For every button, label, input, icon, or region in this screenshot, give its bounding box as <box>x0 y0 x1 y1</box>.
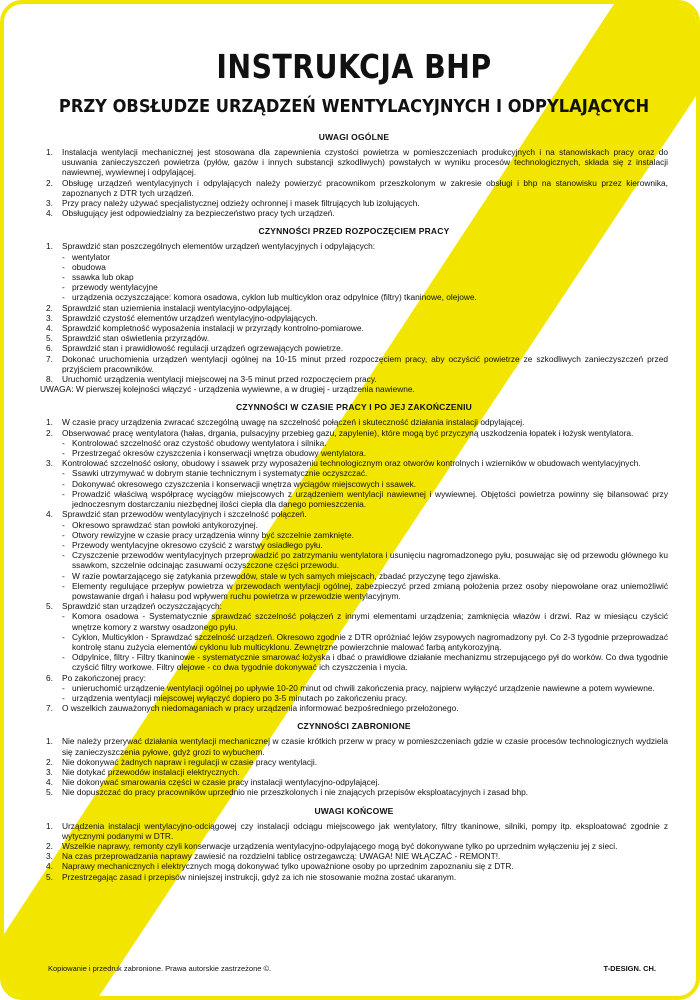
sub-item-text: Komora osadowa - Systematycznie sprawdzać szczelność połączeń z innymi elementami urządzenia; zamknięcia włazów i drzwi. Raz w miesiącu czyścić wnętrze komory z warstwy osadzonego pyłu. <box>72 611 668 632</box>
list-item <box>40 757 668 767</box>
dash-bullet: - <box>62 631 65 642</box>
section <box>40 402 668 713</box>
sub-item-text: urządzenia wentylacji miejscowej wyłączyć dopiero po 3-5 minutach po zakończeniu pracy. <box>72 692 408 703</box>
dash-bullet: - <box>62 570 65 581</box>
item-number: 4. <box>46 208 53 219</box>
item-number: 4. <box>46 861 53 872</box>
list-item <box>40 736 668 756</box>
sub-item <box>62 448 668 458</box>
item-number: 1. <box>46 820 53 831</box>
sub-item-text: Cyklon, Multicyklon - Sprawdzać szczelność urządzeń. Okresowo zgodnie z DTR opróżniać lejów zsypowych nagromadzony pył. Co 2-3 tygodnie przeprowadzać kontrolę stanu zużycia elementów cyklonu lub multicyklonu. Zewnętrzne powierzchnie malować farbą antykorozyjną. <box>72 631 668 652</box>
dash-bullet: - <box>62 580 65 591</box>
sub-item <box>62 479 668 489</box>
sub-item-text: urządzenia oczyszczające: komora osadowa, cyklon lub multicyklon oraz odpylnice (filtry) tkaninowe, olejowe. <box>72 292 477 303</box>
item-text: Obsługę urządzeń wentylacyjnych i odpylających należy powierzyć pracownikom przeszkolonym w zakresie obsługi i bhp na stanowisku przez kierownika, zapoznanych z DTR tych urządzeń. <box>62 177 668 198</box>
sub-item <box>62 693 668 703</box>
item-text: Nie dopuszczać do pracy pracowników uprzednio nie przeszkolonych i nie znających przepisów eksploatacyjnych i zasad bhp. <box>62 787 529 798</box>
section-heading: UWAGI OGÓLNE <box>318 132 390 142</box>
sub-item-text: ssawka lub okap <box>72 272 134 283</box>
sub-item <box>62 581 668 601</box>
item-number: 3. <box>46 766 53 777</box>
item-number: 1. <box>46 147 53 157</box>
sub-item <box>62 530 668 540</box>
dash-bullet: - <box>62 478 65 489</box>
list-item <box>40 673 668 704</box>
item-number: 2. <box>46 840 53 851</box>
list-item <box>40 861 668 871</box>
item-text: Przestrzegając zasad i przepisów niniejszej instrukcji, gdyż za ich nie stosowanie można zostać ukaranym. <box>62 871 457 882</box>
sections-container <box>40 132 668 882</box>
list-item <box>40 178 668 198</box>
list-item <box>40 417 668 427</box>
sub-item-text: przewody wentylacyjne <box>72 282 158 293</box>
item-text: Sprawdzić stan przewodów wentylacyjnych i szczelność połączeń. <box>62 509 307 520</box>
item-text: W czasie pracy urządzenia zwracać szczególną uwagę na szczelność połączeń i skuteczność działania instalacji odpylającej. <box>62 417 525 428</box>
item-text: Na czas przeprowadzania naprawy zawiesić na rozdzielni tablicę ostrzegawczą: UWAGA! NIE WŁĄCZAĆ - REMONT!. <box>62 851 501 862</box>
item-text: Uruchomić urządzenia wentylacji miejscowej na 3-5 minut przed rozpoczęciem pracy. <box>62 374 377 385</box>
list-item <box>40 872 668 882</box>
sub-item-text: Czyszczenie przewodów wentylacyjnych przeprowadzić po zatrzymaniu wentylatora i usunięciu nagromadzonego pyłu, posuwając się od przewodu głównego ku ssawkom, szczelnie odcinając zasuwami oczyszczone części przewodu. <box>72 550 668 571</box>
list-item <box>40 198 668 208</box>
item-number: 4. <box>46 777 53 788</box>
list-item <box>40 208 668 218</box>
sub-item <box>62 489 668 509</box>
item-number: 5. <box>46 333 53 344</box>
item-number: 1. <box>46 736 53 747</box>
item-number: 8. <box>46 374 53 385</box>
item-text: Przy pracy należy używać specjalistycznej odzieży ochronnej i masek filtrujących lub izolujących. <box>62 198 420 209</box>
dash-bullet: - <box>62 652 65 663</box>
list-item <box>40 703 668 713</box>
item-text: Wszelkie naprawy, remonty czyli konserwacje urządzenia wentylacyjno-odpylającego mogą być dokonywane tylko po uprzednim wyłączeniu jej z sieci. <box>62 840 618 851</box>
item-text: Sprawdzić czystość elementów urządzeń wentylacyjno-odpylających. <box>62 312 318 323</box>
item-text: Dokonać uruchomienia urządzeń wentylacji ogólnej na 10-15 minut przed rozpoczęciem pracy, aby oczyścić powietrze ze szkodliwych zanieczyszczeń przed przyjściem pracowników. <box>62 353 668 374</box>
item-number: 2. <box>46 756 53 767</box>
list-item <box>40 787 668 797</box>
section-heading: UWAGI KOŃCOWE <box>314 805 394 816</box>
sub-title: PRZY OBSŁUDZE URZĄDZEŃ WENTYLACYJNYCH I ODPYLAJĄCYCH <box>58 97 650 117</box>
sub-item <box>62 550 668 570</box>
list-item <box>40 509 668 601</box>
dash-bullet: - <box>62 282 65 293</box>
item-text: Obsługujący jest odpowiedzialny za bezpieczeństwo pracy tych urządzeń. <box>62 208 335 219</box>
section <box>40 806 668 882</box>
item-text: Nie dokonywać żadnych napraw i regulacji w czasie pracy wentylacji. <box>62 756 318 767</box>
list-item <box>40 777 668 787</box>
item-number: 4. <box>46 323 53 334</box>
dash-bullet: - <box>62 468 65 479</box>
section-heading: CZYNNOŚCI PRZED ROZPOCZĘCIEM PRACY <box>258 226 450 237</box>
item-number: 6. <box>46 343 53 354</box>
copyright-notice: Kopiowanie i przedruk zabronione. Prawa autorskie zastrzeżone ©. <box>48 964 272 973</box>
sub-item-text: Ssawki utrzymywać w dobrym stanie technicznym i systematycznie oczyszczać. <box>72 468 368 479</box>
section-heading: CZYNNOŚCI ZABRONIONE <box>297 721 411 732</box>
item-number: 5. <box>46 871 53 882</box>
item-text: Sprawdzić stan i prawidłowość regulacji urządzeń ogrzewających powietrze. <box>62 343 344 354</box>
item-number: 4. <box>46 509 53 520</box>
section <box>40 721 668 797</box>
list-item <box>40 374 668 384</box>
item-number: 6. <box>46 672 53 683</box>
sub-item-text: Elementy regulujące przepływ powietrza w przewodach wentylacji ogólnej, zabezpieczyć przed zmianą położenia przez osoby niepowołane oraz uniemożliwić powstawanie drgań i hałasu pod wpływem ruchu powietrza w przewodzie wentylacyjnym. <box>72 580 668 601</box>
list-item <box>40 303 668 313</box>
sub-item <box>62 540 668 550</box>
sub-item <box>62 632 668 652</box>
sub-item <box>62 520 668 530</box>
sub-item <box>62 252 668 262</box>
item-number: 5. <box>46 787 53 798</box>
dash-bullet: - <box>62 550 65 561</box>
item-text: Sprawdzić stan uziemienia instalacji wentylacyjno-odpylającej. <box>62 302 293 313</box>
warning-note: UWAGA: W pierwszej kolejności włączyć - urządzenia wywiewne, a w drugiej - urządzenia nawiewne. <box>40 384 415 395</box>
section <box>40 226 668 394</box>
item-text: Sprawdzić kompletność wyposażenia instalacji w przyrządy kontrolno-pomiarowe. <box>62 323 364 334</box>
sub-item-text: Prowadzić właściwą współpracę wyciągów miejscowych z urządzeniem wentylacji nawiewnej i wywiewnej. Objętości powietrza powinny się bilansować przy jednoczesnym dostarczaniu niezbędnej ilości ciepła dla danego pomieszczenia. <box>72 488 668 510</box>
dash-bullet: - <box>62 261 65 272</box>
list-item <box>40 241 668 302</box>
item-number: 7. <box>46 703 53 714</box>
sub-item <box>62 468 668 478</box>
sub-item <box>62 292 668 302</box>
dash-bullet: - <box>62 611 65 622</box>
dash-bullet: - <box>62 488 65 499</box>
sub-item-text: unieruchomić urządzenie wentylacji ogólnej po upływie 10-20 minut od chwili zakończenia pracy, najpierw wyłączyć urządzenie nawiewne a potem wywiewne. <box>72 682 655 693</box>
item-text: Nie dokonywać smarowania części w czasie pracy instalacji wentylacyjno-odpylającej. <box>62 777 380 788</box>
item-number: 1. <box>46 417 53 428</box>
sub-item <box>62 272 668 282</box>
list-item <box>40 354 668 374</box>
item-text: Sprawdzić stan oświetlenia przyrządów. <box>62 333 210 344</box>
item-text: Nie należy przerywać działania wentylacji mechanicznej w czasie krótkich przerw w pracy w pomieszczeniach gdzie w czasie procesów technologicznych wydziela się zanieczyszczenia pyłowe, gdyż grozi to wybuchem. <box>62 736 668 757</box>
dash-bullet: - <box>62 529 65 540</box>
sub-item-text: Dokonywać okresowego czyszczenia i konserwacji wnętrza wyciągów miejscowych i ssawek. <box>72 478 417 489</box>
list-item <box>40 147 668 178</box>
list-item <box>40 841 668 851</box>
item-text: O wszelkich zauważonych niedomaganiach w pracy urządzenia informować bezpośredniego przełożonego. <box>62 703 459 714</box>
dash-bullet: - <box>62 272 65 283</box>
item-text: Urządzenia instalacji wentylacyjno-odciągowej czy instalacji odciągu miejscowego jak wentylatory, filtry tkaninowe, silniki, pompy itp. eksploatować zgodnie z wytycznymi podanymi w DTR. <box>62 820 668 841</box>
instruction-content <box>40 48 668 882</box>
sub-item <box>62 611 668 631</box>
item-text: Instalacja wentylacji mechanicznej jest stosowana dla zapewnienia czystości powietrza w pomieszczeniach produkcyjnych i na stanowiskach pracy oraz do usuwania zanieczyszczeń powietrza (pyłów, gazów i innych substancji szkodliwych) powstałych w wyniku procesów technologicznych, składa się z instalacji nawiewnej, wywiewnej i odpylającej. <box>62 147 668 178</box>
sub-item-text: Przewody wentylacyjne okresowo czyścić z warstwy osiadłego pyłu. <box>72 539 323 550</box>
item-number: 7. <box>46 353 53 364</box>
item-text: Sprawdzić stan urządzeń oczyszczających: <box>62 601 222 612</box>
sub-item <box>62 282 668 292</box>
dash-bullet: - <box>62 539 65 550</box>
brand-label: T-DESIGN. CH. <box>603 964 656 973</box>
list-item <box>40 458 668 509</box>
sub-item-text: Otwory rewizyjne w czasie pracy urządzenia winny być szczelnie zamknięte. <box>72 529 354 540</box>
item-number: 2. <box>46 302 53 313</box>
sub-item <box>62 652 668 672</box>
list-item <box>40 601 668 672</box>
dash-bullet: - <box>62 519 65 530</box>
sub-item-text: Odpylnice, filtry - Filtry tkaninowe - systematycznie smarować łożyska i dbać o prawidłowe działanie mechanizmu strzepującego pył do worków. Co dwa tygodnie czyścić filtry workowe. Filtry olejowe - co dwa tygodnie dokonywać ich czyszczenia i mycia. <box>72 652 668 673</box>
sub-item-text: Kontrolować szczelność oraz czystość obudowy wentylatora i silnika. <box>72 437 327 448</box>
dash-bullet: - <box>62 448 65 459</box>
section-heading: CZYNNOŚCI W CZASIE PRACY I PO JEJ ZAKOŃCZENIU <box>235 402 472 413</box>
dash-bullet: - <box>62 251 65 262</box>
sub-item-text: W razie powtarzającego się zatykania przewodów, stale w tych samych miejscach, zbadać przyczynę tego zjawiska. <box>72 570 501 581</box>
list-item <box>40 313 668 323</box>
section <box>40 132 668 218</box>
dash-bullet: - <box>62 437 65 448</box>
sub-item <box>62 438 668 448</box>
sub-item-text: wentylator <box>72 251 111 262</box>
sub-item <box>62 683 668 693</box>
main-title: INSTRUKCJA BHP <box>216 47 492 86</box>
item-number: 3. <box>46 312 53 323</box>
item-number: 3. <box>46 458 53 469</box>
item-text: Po zakończonej pracy: <box>62 672 146 683</box>
item-number: 3. <box>46 198 53 209</box>
sub-item-text: Okresowo sprawdzać stan powłoki antykorozyjnej. <box>72 519 258 530</box>
item-number: 5. <box>46 601 53 612</box>
dash-bullet: - <box>62 682 65 693</box>
sub-item-text: obudowa <box>72 261 106 272</box>
item-number: 2. <box>46 427 53 438</box>
item-number: 1. <box>46 241 53 252</box>
list-item <box>40 821 668 841</box>
item-text: Kontrolować szczelność osłony, obudowy i ssawek przy wyposażeniu technologicznym oraz otworów kontrolnych i wzierników w obudowach wentylacyjnych. <box>62 458 641 469</box>
list-item <box>40 428 668 459</box>
dash-bullet: - <box>62 692 65 703</box>
item-text: Obserwować pracę wentylatora (hałas, drgania, pulsacyjny przebieg gazu, zapylenie), które mogą być przyczyną uszkodzenia łopatek i łożysk wentylatora. <box>62 427 634 438</box>
dash-bullet: - <box>62 292 65 303</box>
sub-item-text: Przestrzegać okresów czyszczenia i konserwacji wnętrza obudowy wentylatora. <box>72 448 367 459</box>
item-text: Naprawy mechanicznych i elektrycznych mogą dokonywać tylko upoważnione osoby po uprzednim zapoznaniu się z DTR. <box>62 861 514 872</box>
sub-item <box>62 571 668 581</box>
item-text: Sprawdzić stan poszczególnych elementów urządzeń wentylacyjnych i odpylających: <box>62 241 376 252</box>
list-item <box>40 333 668 343</box>
list-item <box>40 851 668 861</box>
sub-item <box>62 262 668 272</box>
item-number: 3. <box>46 851 53 862</box>
item-text: Nie dotykać przewodów instalacji elektrycznych. <box>62 766 240 777</box>
list-item <box>40 323 668 333</box>
list-item <box>40 767 668 777</box>
item-number: 2. <box>46 177 53 188</box>
list-item <box>40 343 668 353</box>
